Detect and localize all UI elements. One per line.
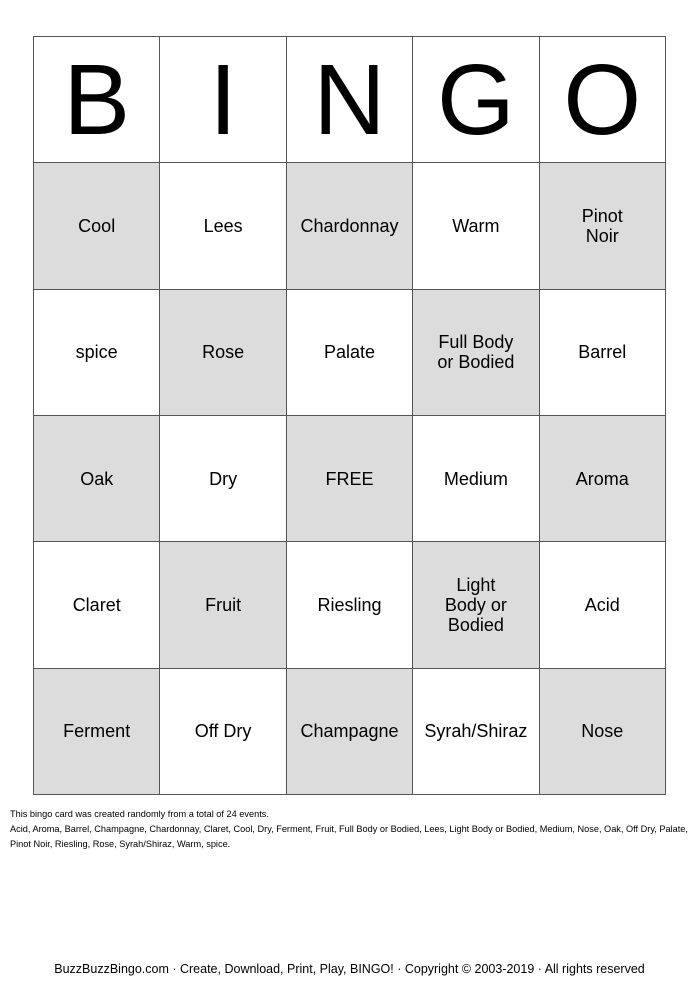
- bingo-cell: Champagne: [287, 669, 413, 795]
- bingo-cell: Chardonnay: [287, 163, 413, 289]
- card-summary: This bingo card was created randomly from a total of 24 events.: [10, 809, 269, 819]
- bingo-cell: Nose: [540, 669, 666, 795]
- bingo-cell: Fruit: [160, 542, 286, 668]
- header-letter-b: B: [34, 37, 160, 163]
- bingo-cell: Pinot Noir: [540, 163, 666, 289]
- bingo-cell: Light Body or Bodied: [413, 542, 539, 668]
- event-list: Acid, Aroma, Barrel, Champagne, Chardonnay, Claret, Cool, Dry, Ferment, Fruit, Full Body or Bodied, Lees, Light Body or Bodied, Medium, Nose, Oak, Off Dry, Palate, Pinot Noir, Riesling, Rose, Syrah/Shiraz, Warm, spice.: [10, 824, 688, 849]
- bingo-cell: spice: [34, 290, 160, 416]
- bingo-cell: Ferment: [34, 669, 160, 795]
- bingo-cell: Aroma: [540, 416, 666, 542]
- bingo-cell: Cool: [34, 163, 160, 289]
- bingo-cell: Rose: [160, 290, 286, 416]
- bingo-cell: Off Dry: [160, 669, 286, 795]
- bingo-card: [33, 36, 666, 795]
- header-letter-o: O: [540, 37, 666, 163]
- header-letter-g: G: [413, 37, 539, 163]
- bingo-cell: Barrel: [540, 290, 666, 416]
- bingo-cell: Claret: [34, 542, 160, 668]
- bingo-cell: Dry: [160, 416, 286, 542]
- header-letter-n: N: [287, 37, 413, 163]
- bingo-cell: Acid: [540, 542, 666, 668]
- bingo-cell: Full Body or Bodied: [413, 290, 539, 416]
- bingo-cell: Palate: [287, 290, 413, 416]
- bingo-cell: Riesling: [287, 542, 413, 668]
- card-info: [10, 807, 690, 852]
- site-footer: BuzzBuzzBingo.com · Create, Download, Print, Play, BINGO! · Copyright © 2003-2019 · All rights reserved: [54, 962, 645, 976]
- bingo-cell: Syrah/Shiraz: [413, 669, 539, 795]
- bingo-cell: Oak: [34, 416, 160, 542]
- free-space-cell: FREE: [287, 416, 413, 542]
- header-letter-i: I: [160, 37, 286, 163]
- bingo-cell: Medium: [413, 416, 539, 542]
- bingo-cell: Warm: [413, 163, 539, 289]
- bingo-cell: Lees: [160, 163, 286, 289]
